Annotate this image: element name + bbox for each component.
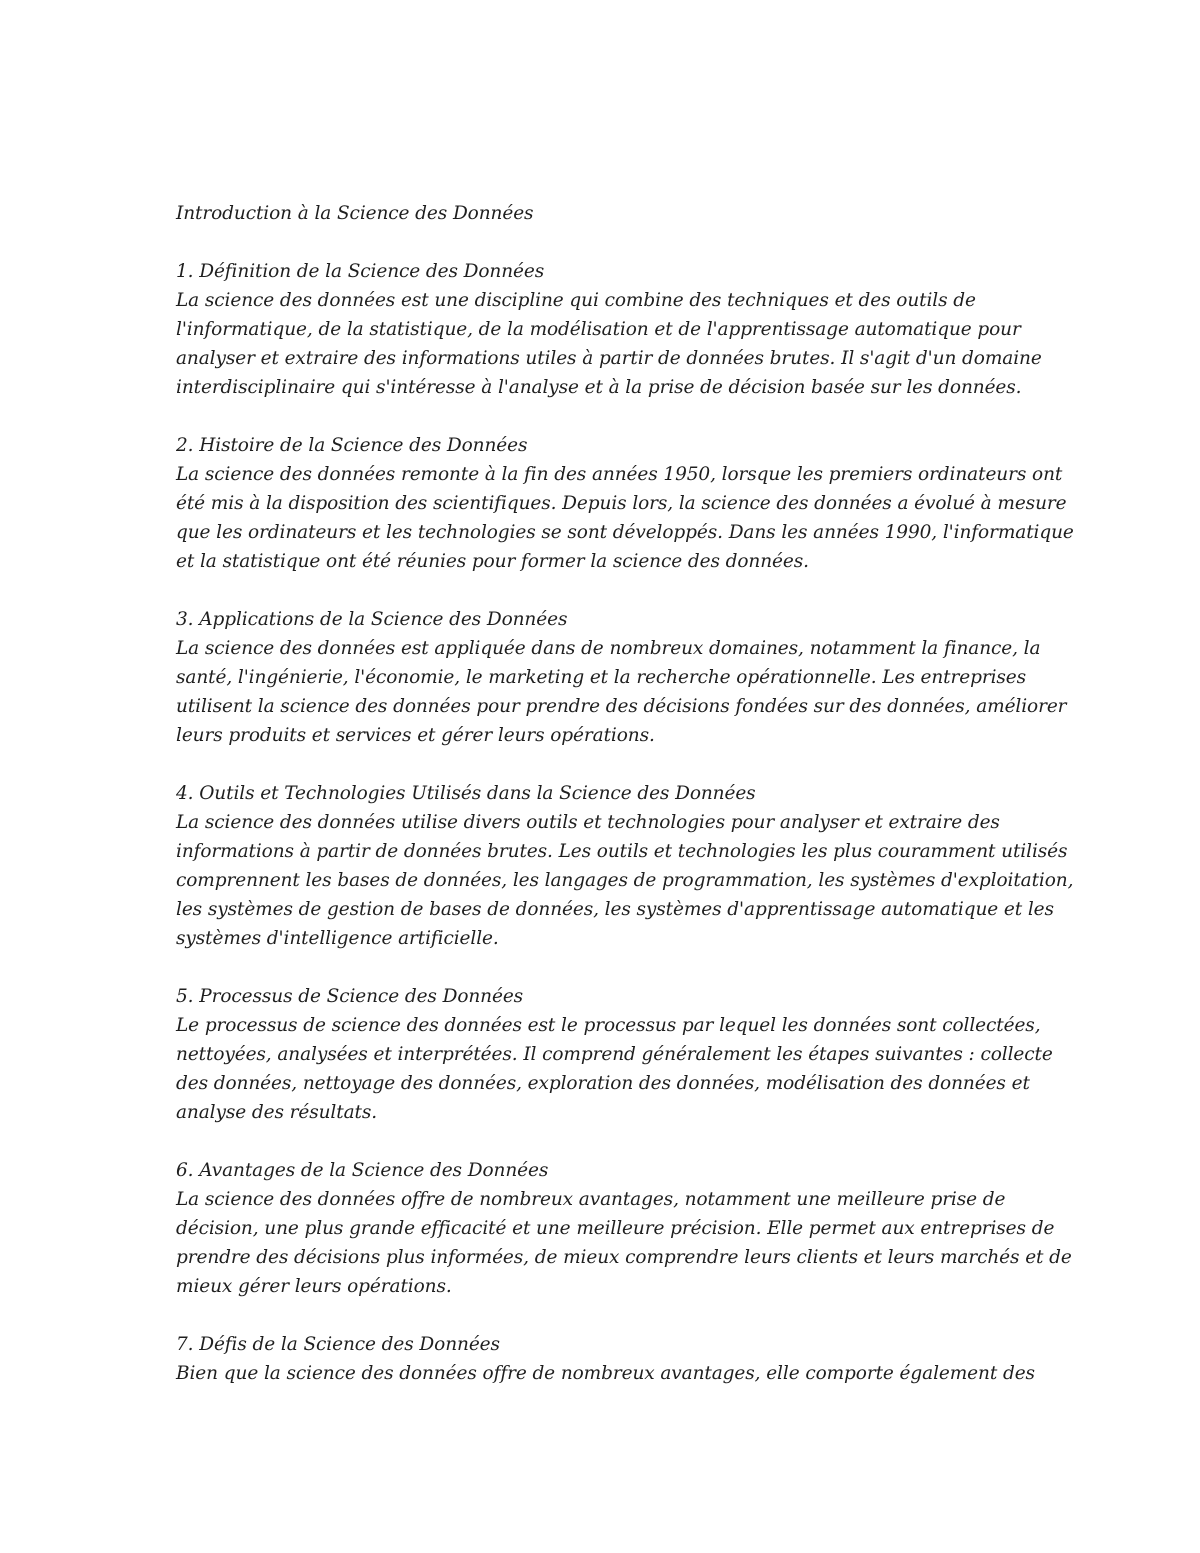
paragraph-line: l'informatique, de la statistique, de la modélisation et de l'apprentissage automatique pour [176, 319, 1021, 340]
paragraph-line: La science des données est appliquée dans de nombreux domaines, notamment la finance, la [176, 638, 1041, 659]
paragraph-line: La science des données remonte à la fin des années 1950, lorsque les premiers ordinateurs ont [176, 464, 1063, 485]
document-body [176, 199, 1074, 1417]
paragraph-line: les systèmes de gestion de bases de données, les systèmes d'apprentissage automatique et les [176, 899, 1054, 920]
section-heading: 6. Avantages de la Science des Données [176, 1160, 549, 1181]
paragraph-line: analyse des résultats. [176, 1102, 378, 1123]
section-heading: 1. Définition de la Science des Données [176, 261, 545, 282]
section-7 [176, 1330, 1056, 1388]
section-heading: 7. Défis de la Science des Données [176, 1334, 500, 1355]
paragraph-line: leurs produits et services et gérer leurs opérations. [176, 725, 655, 746]
section-1 [176, 257, 1056, 402]
paragraph-line: été mis à la disposition des scientifiques. Depuis lors, la science des données a évolué à mesure [176, 493, 1067, 514]
section-paragraph [176, 1011, 1056, 1127]
paragraph-line: santé, l'ingénierie, l'économie, le marketing et la recherche opérationnelle. Les entreprises [176, 667, 1027, 688]
paragraph-line: informations à partir de données brutes. Les outils et technologies les plus couramment utilisés [176, 841, 1068, 862]
paragraph-line: La science des données offre de nombreux avantages, notamment une meilleure prise de [176, 1189, 1006, 1210]
section-paragraph [176, 1359, 1056, 1388]
section-paragraph [176, 808, 1074, 953]
section-paragraph [176, 1185, 1072, 1301]
section-heading: 3. Applications de la Science des Données [176, 609, 568, 630]
section-2 [176, 431, 1074, 576]
section-paragraph [176, 634, 1067, 750]
section-heading: 2. Histoire de la Science des Données [176, 435, 528, 456]
section-6 [176, 1156, 1072, 1301]
paragraph-line: Le processus de science des données est le processus par lequel les données sont collectées, [176, 1015, 1041, 1036]
paragraph-line: mieux gérer leurs opérations. [176, 1276, 452, 1297]
paragraph-line: comprennent les bases de données, les langages de programmation, les systèmes d'exploitation, [176, 870, 1074, 891]
section-5 [176, 982, 1056, 1127]
paragraph-line: des données, nettoyage des données, exploration des données, modélisation des données et [176, 1073, 1030, 1094]
sections-container [176, 257, 1074, 1388]
paragraph-line: analyser et extraire des informations utiles à partir de données brutes. Il s'agit d'un domaine [176, 348, 1042, 369]
paragraph-line: utilisent la science des données pour prendre des décisions fondées sur des données, améliorer [176, 696, 1067, 717]
section-4 [176, 779, 1074, 953]
paragraph-line: décision, une plus grande efficacité et une meilleure précision. Elle permet aux entreprises de [176, 1218, 1055, 1239]
paragraph-line: La science des données est une discipline qui combine des techniques et des outils de [176, 290, 976, 311]
section-heading: 5. Processus de Science des Données [176, 986, 524, 1007]
section-3 [176, 605, 1067, 750]
paragraph-line: prendre des décisions plus informées, de mieux comprendre leurs clients et leurs marchés et de [176, 1247, 1072, 1268]
paragraph-line: nettoyées, analysées et interprétées. Il comprend généralement les étapes suivantes : collecte [176, 1044, 1053, 1065]
section-paragraph [176, 286, 1056, 402]
paragraph-line: La science des données utilise divers outils et technologies pour analyser et extraire des [176, 812, 1000, 833]
section-heading: 4. Outils et Technologies Utilisés dans la Science des Données [176, 783, 756, 804]
paragraph-line: Bien que la science des données offre de nombreux avantages, elle comporte également des [176, 1363, 1035, 1384]
section-paragraph [176, 460, 1074, 576]
paragraph-line: systèmes d'intelligence artificielle. [176, 928, 499, 949]
paragraph-line: que les ordinateurs et les technologies se sont développés. Dans les années 1990, l'informatique [176, 522, 1074, 543]
paragraph-line: interdisciplinaire qui s'intéresse à l'analyse et à la prise de décision basée sur les données. [176, 377, 1022, 398]
document-title: Introduction à la Science des Données [176, 203, 534, 224]
paragraph-line: et la statistique ont été réunies pour former la science des données. [176, 551, 809, 572]
